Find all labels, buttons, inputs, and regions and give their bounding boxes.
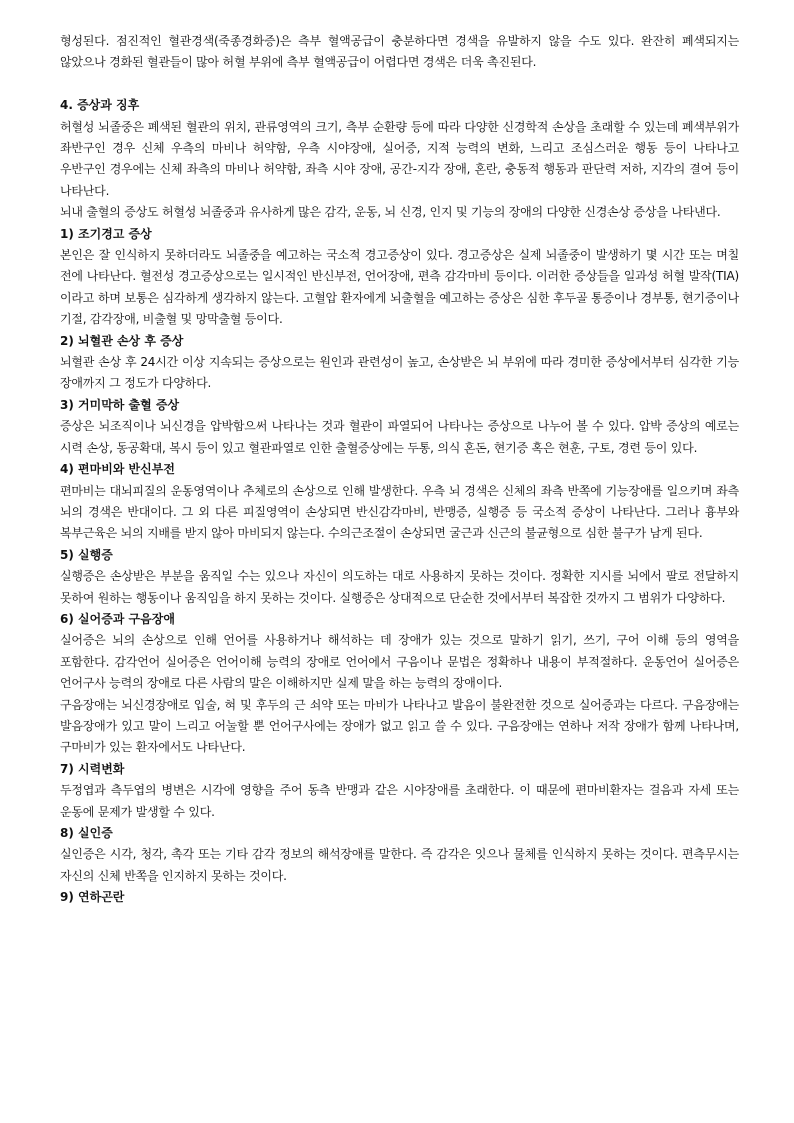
subsection-paragraph: 두정엽과 측두엽의 병변은 시각에 영향을 주어 동측 반맹과 같은 시야장애를 초래한다. 이 때문에 편마비환자는 걸음과 자세 또는 운동에 문제가 발생할 수 있다. [60,783,739,819]
document-page [60,31,739,909]
subsection-title-post-injury: 2) 뇌혈관 손상 후 증상 [60,333,184,348]
subsection-title-apraxia: 5) 실행증 [60,547,113,562]
subsection-paragraph: 증상은 뇌조직이나 뇌신경을 압박함으써 나타나는 것과 혈관이 파열되어 나타나는 증상으로 나누어 볼 수 있다. 압박 증상의 예로는 시력 손상, 동공확대, 복시 등이 있고 혈관파열로 인한 출혈증상에는 두통, 의식 혼돈, 현기증 혹은 현훈, 구토, 경련 등이 있다. [60,419,739,455]
subsection-paragraph: 본인은 잘 인식하지 못하더라도 뇌졸중을 예고하는 국소적 경고증상이 있다. 경고증상은 실제 뇌졸중이 발생하기 몇 시간 또는 며칠 전에 나타난다. 혈전성 경고증상으로는 일시적인 반신부전, 언어장애, 편측 감각마비 등이다. 이러한 증상들을 일과성 허혈 발작(TIA)이라고 하며 보통은 심각하게 생각하지 않는다. 고혈압 환자에게 뇌출혈을 예고하는 증상은 심한 후두골 통증이나 경부통, 현기증이나 기절, 감각장애, 비출혈 및 망막출혈 등이다. [60,248,739,327]
section-paragraph: 뇌내 출혈의 증상도 허혈성 뇌졸중과 유사하게 많은 감각, 운동, 뇌 신경, 인지 및 기능의 장애의 다양한 신경손상 증상을 나타낸다. [60,205,721,220]
spacer [60,74,739,95]
subsection-title-dysphagia: 9) 연하곤란 [60,890,125,905]
section-paragraph: 허혈성 뇌졸중은 폐색된 혈관의 위치, 관류영역의 크기, 측부 순환량 등에 따라 다양한 신경학적 손상을 초래할 수 있는데 폐색부위가 좌반구인 경우 신체 우측의 마비나 허약함, 우측 시야장애, 실어증, 지적 능력의 변화, 느리고 조심스러운 행동 등이 나타나고 우반구인 경우에는 신체 좌측의 마비나 허약함, 좌측 시야 장애, 공간-지각 장애, 혼란, 충동적 행동과 판단력 저하, 지각의 결여 등이 나타난다. [60,119,739,198]
subsection-title-early-warning: 1) 조기경고 증상 [60,226,152,241]
section-title: 4. 증상과 징후 [60,98,140,113]
subsection-title-hemiplegia: 4) 편마비와 반신부전 [60,462,175,477]
subsection-paragraph: 편마비는 대뇌피질의 운동영역이나 추체로의 손상으로 인해 발생한다. 우측 뇌 경색은 신체의 좌측 반쪽에 기능장애를 일으키며 좌측 뇌의 경색은 반대이다. 그 외 다른 피질영역이 손상되면 반신감각마비, 반맹증, 실행증 등 국소적 증상이 나타난다. 그러나 흉부와 복부근육은 뇌의 지배를 받지 않아 마비되지 않는다. 수의근조절이 손상되면 굴근과 신근의 불균형으로 심한 불구가 남게 된다. [60,483,739,541]
subsection-paragraph: 실어증은 뇌의 손상으로 인해 언어를 사용하거나 해석하는 데 장애가 있는 것으로 말하기 읽기, 쓰기, 구어 이해 등의 영역을 포함한다. 감각언어 실어증은 언어이해 능력의 장애로 언어에서 구음이나 문법은 정확하나 내용이 부적절하다. 운동언어 실어증은 언어구사 능력의 장애로 다른 사람의 말은 이해하지만 실제 말을 하는 능력의 장애이다. [60,633,739,691]
subsection-paragraph: 실행증은 손상받은 부분을 움직일 수는 있으나 자신이 의도하는 대로 사용하지 못하는 것이다. 정확한 지시를 뇌에서 팔로 전달하지 못하여 원하는 행동이나 움직임을 하지 못하는 것이다. 실행증은 상대적으로 단순한 것에서부터 복잡한 것까지 그 범위가 다양하다. [60,569,739,605]
subsection-title-agnosia: 8) 실인증 [60,826,113,841]
subsection-paragraph: 뇌혈관 손상 후 24시간 이상 지속되는 증상으로는 원인과 관련성이 높고, 손상받은 뇌 부위에 따라 경미한 증상에서부터 심각한 기능 장애까지 그 정도가 다양하다. [60,355,739,391]
subsection-paragraph: 실인증은 시각, 청각, 촉각 또는 기타 감각 정보의 해석장애를 말한다. 즉 감각은 잇으나 물체를 인식하지 못하는 것이다. 편측무시는 자신의 신체 반쪽을 인지하지 못하는 것이다. [60,847,739,883]
subsection-title-aphasia: 6) 실어증과 구음장애 [60,611,175,626]
subsection-title-subarachnoid: 3) 거미막하 출혈 증상 [60,397,180,412]
subsection-title-vision: 7) 시력변화 [60,761,125,776]
subsection-paragraph: 구음장애는 뇌신경장애로 입술, 혀 및 후두의 근 쇠약 또는 마비가 나타나고 발음이 불완전한 것으로 실어증과는 다르다. 구음장애는 발음장애가 있고 말이 느리고 어눌할 뿐 언어구사에는 장애가 없고 읽고 쓸 수 있다. 구음장애는 연하나 저작 장애가 함께 나타나며, 구마비가 있는 환자에서도 나타난다. [60,697,739,755]
intro-paragraph: 형성된다. 점진적인 혈관경색(죽종경화증)은 측부 혈액공급이 충분하다면 경색을 유발하지 않을 수도 있다. 완잔히 폐색되지는 않았으나 경화된 혈관들이 많아 허혈 부위에 측부 혈액공급이 어렵다면 경색은 더욱 촉진된다. [60,34,739,70]
